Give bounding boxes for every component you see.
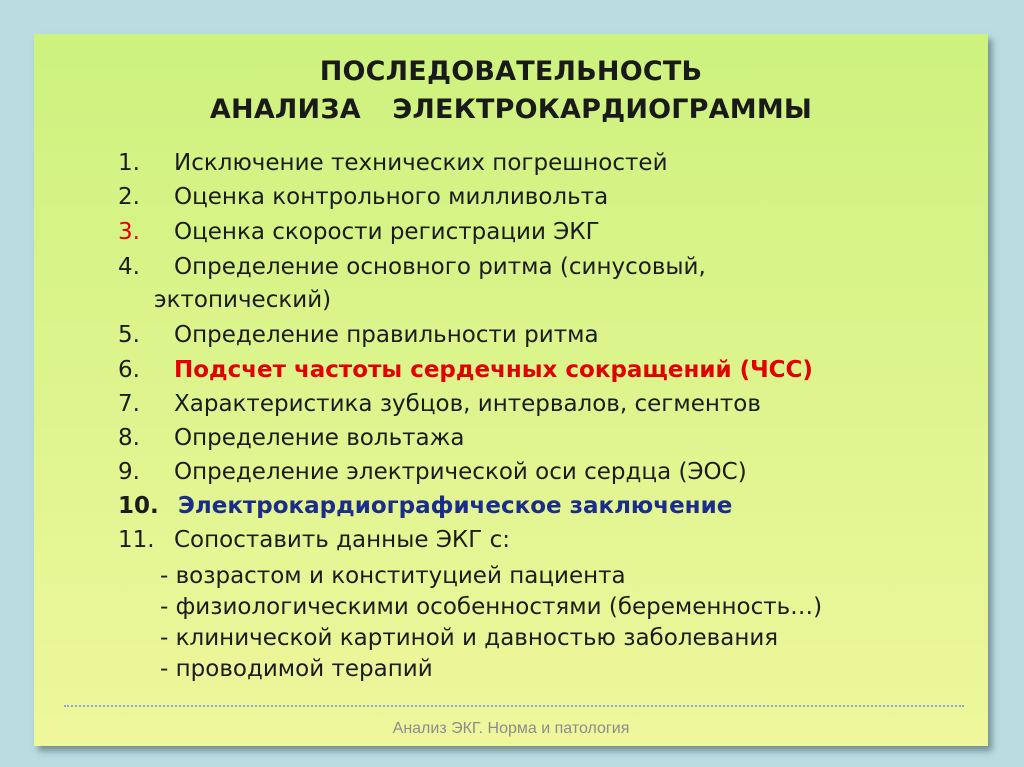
list-item-number: 9. xyxy=(118,459,140,485)
list-item-text: Определение электрической оси сердца (ЭОС) xyxy=(174,459,747,485)
list-item-number: 7. xyxy=(118,391,140,417)
slide-footer: Анализ ЭКГ. Норма и патология xyxy=(392,720,630,737)
list-item-text: Электрокардиографическое заключение xyxy=(178,493,733,519)
list-item-text: Определение правильности ритма xyxy=(174,322,599,348)
list-item-text: Определение основного ритма (синусовый, xyxy=(174,254,706,280)
list-item-number: 8. xyxy=(118,425,140,451)
list-item-number: 1. xyxy=(118,150,140,176)
slide-title-line-1: ПОСЛЕДОВАТЕЛЬНОСТЬ xyxy=(319,56,703,87)
list-item-text: Подсчет частоты сердечных сокращений (ЧСС) xyxy=(174,357,813,383)
sub-item-1: - возрастом и конституцией пациента xyxy=(160,563,626,589)
list-item-text: Сопоставить данные ЭКГ с: xyxy=(174,527,510,553)
list-item-number: 10. xyxy=(118,493,159,519)
list-item-number: 6. xyxy=(118,357,140,383)
list-item-number: 4. xyxy=(118,254,140,280)
list-item-text: Определение вольтажа xyxy=(174,425,465,451)
sub-item-4: - проводимой терапий xyxy=(160,656,433,682)
list-item-text: Оценка скорости регистрации ЭКГ xyxy=(174,219,600,245)
slide-title-line-2: АНАЛИЗА ЭЛЕКТРОКАРДИОГРАММЫ xyxy=(209,94,813,125)
list-item-number: 2. xyxy=(118,184,140,210)
list-item-number: 11. xyxy=(118,527,155,553)
list-item-text: Исключение технических погрешностей xyxy=(174,150,668,176)
list-item-text: Оценка контрольного милливольта xyxy=(174,184,609,210)
sub-item-2: - физиологическими особенностями (беременность…) xyxy=(160,594,823,620)
list-item-text: Характеристика зубцов, интервалов, сегментов xyxy=(174,391,761,417)
slide xyxy=(34,34,988,746)
sub-item-3: - клинической картиной и давностью заболевания xyxy=(160,625,779,651)
list-item-4-continuation: эктопический) xyxy=(154,287,332,313)
list-item-number: 5. xyxy=(118,322,140,348)
footer-divider xyxy=(64,705,964,707)
list-item-number: 3. xyxy=(118,219,140,245)
